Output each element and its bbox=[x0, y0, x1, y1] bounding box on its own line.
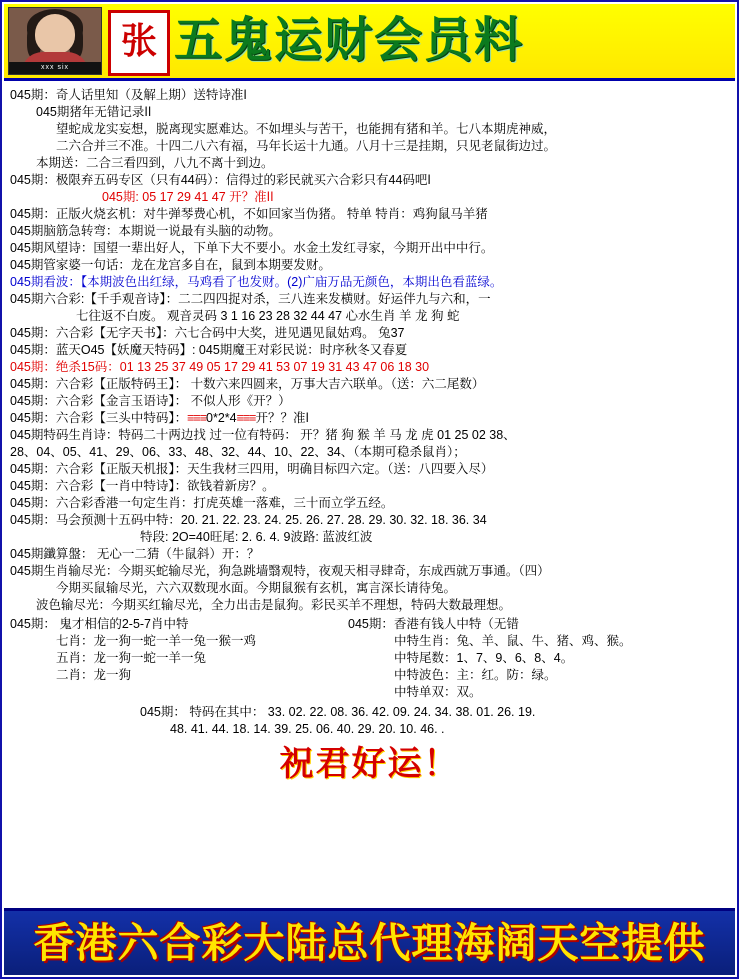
equal-bars-right: ≡≡≡ bbox=[236, 411, 256, 425]
portrait-caption: xxx six bbox=[9, 62, 101, 74]
article-body bbox=[2, 81, 737, 738]
content-line: 045期脑筋急转弯：本期说一说最有头脑的动物。 bbox=[10, 224, 281, 238]
content-line: 28、04、05、41、29、06、33、48、32、44、10、22、34、（本期可稳杀鼠肖）； bbox=[10, 445, 466, 459]
tail-container bbox=[10, 704, 729, 738]
content-line: 今期买鼠输尽光，六六双数现水面。今期鼠猴有玄机，寓言深长请待兔。 bbox=[56, 581, 457, 595]
right-column-line: 中特单双：双。 bbox=[394, 685, 482, 699]
content-line: 045期风望诗：国望一辈出好人，下单下大不要小。水金土发红寻家，今期开出中中行。 bbox=[10, 241, 494, 255]
content-line: 045期：极限弃五码专区（只有44码）：信得过的彩民就买六合彩只有44码吧ⅼ bbox=[10, 173, 431, 187]
left-column-line: 七肖：龙一狗一蛇一羊一兔一猴一鸡 bbox=[56, 634, 257, 648]
brand-seal: 张 bbox=[108, 10, 170, 76]
content-line: 045期：正版火烧玄机：对牛弹琴费心机，不如回家当伪猪。 特单 特肖：鸡狗鼠马羊猪 bbox=[10, 207, 488, 221]
content-line: 045期特码生肖诗：特码二十两边找 过一位有特码： 开？猪 狗 猴 羊 马 龙 虎 01 25 02 38、 bbox=[10, 428, 516, 442]
two-column-block bbox=[10, 616, 729, 704]
lines-container bbox=[10, 87, 729, 614]
line-suffix: 开？？准ⅼ bbox=[255, 411, 309, 425]
content-line: 本期送：二合三看四到，八九不离十到边。 bbox=[36, 156, 274, 170]
right-column-line: 045期：香港有钱人中特（无错 bbox=[348, 617, 519, 631]
content-line: 波色输尽光：今期买红输尽光，全力出击是鼠狗。彩民买羊不理想，特码大数最理想。 bbox=[36, 598, 512, 612]
left-column-line: 五肖：龙一狗一蛇一羊一兔 bbox=[56, 651, 207, 665]
good-luck-banner: 祝君好运！ bbox=[279, 744, 460, 784]
content-line: 045期：绝杀15码：01 13 25 37 49 05 17 29 41 53 07 19 31 43 47 06 18 30 bbox=[10, 360, 430, 374]
content-line: 045期：马会预测十五码中特：20. 21. 22. 23. 24. 25. 26. 27. 28. 29. 30. 32. 18. 36. 34 bbox=[10, 513, 487, 527]
column-left bbox=[10, 616, 340, 684]
page-header bbox=[4, 4, 735, 81]
content-line: 045期：六合彩【正版天机报】：天生我材三四用，明确目标四六定。（送：八四要入尽） bbox=[10, 462, 494, 476]
column-right bbox=[348, 616, 738, 701]
page-title: 五鬼运财会员料 bbox=[174, 12, 525, 68]
equal-bars-left: ≡≡≡ bbox=[187, 411, 206, 425]
left-column-line: 二肖：龙一狗 bbox=[56, 668, 132, 682]
content-line: 045期：六合彩香港一句定生肖：打虎英雄一落难，三十而立学五经。 bbox=[10, 496, 394, 510]
content-line: 045期：六合彩【三头中特码】：≡≡≡0*2*4≡≡≡开？？准ⅼ bbox=[10, 411, 309, 425]
page-footer bbox=[4, 908, 735, 975]
content-line: 七往返不白废。 观音灵码 3 1 16 23 28 32 44 47 心水生肖 羊 龙 狗 蛇 bbox=[76, 309, 460, 323]
content-line: 045期六合彩:【千手观音诗】：二二四四捉对杀，三八连来发横财。好运伴九与六和，一 bbox=[10, 292, 491, 306]
footer-text: 香港六合彩大陆总代理海阔天空提供 bbox=[33, 919, 706, 967]
content-line: 045期：六合彩【金言玉语诗】： 不似人形《开？） bbox=[10, 394, 291, 408]
content-line: 二六合并三不准。十四二八六有福，马年长运十九通。八月十三是挂期，只见老鼠街边过。 bbox=[56, 139, 557, 153]
tail-line: 045期： 特码在其中： 33. 02. 22. 08. 36. 42. 09. 24. 34. 38. 01. 26. 19. bbox=[140, 705, 536, 719]
right-column-line: 中特生肖：兔、羊、鼠、牛、猪、鸡、猴。 bbox=[394, 634, 632, 648]
content-line: 望蛇成龙实妄想，脱离现实愿难达。不如埋头与苦干，也能拥有猪和羊。七八本期虎神威， bbox=[56, 122, 557, 136]
right-column-line: 中特尾数：1、7、9、6、8、4。 bbox=[394, 651, 574, 665]
right-column-line: 中特波色：主：红。防：绿。 bbox=[394, 668, 557, 682]
portrait-photo bbox=[8, 7, 102, 75]
content-line: 045期：六合彩【一肖中特诗】：欲钱着新房？。 bbox=[10, 479, 275, 493]
content-line: 045期：六合彩【正版特码王】： 十数六来四圆来，万事大吉六联单。（送：六二尾数） bbox=[10, 377, 485, 391]
content-line: 045期生肖输尽光：今期买蛇输尽光，狗急跳墙翳观特，夜观天相寻肆奇，东成西就万事通。（四） bbox=[10, 564, 550, 578]
content-line: 045期：蓝天O45【妖魔天特码】: 045期魔王对彩民说：时序秋冬又春夏 bbox=[10, 343, 408, 357]
tail-line: 48. 41. 44. 18. 14. 39. 25. 06. 40. 29. 20. 10. 46. . bbox=[170, 722, 445, 736]
content-line: 特段: 2O=40旺尾: 2. 6. 4. 9波路: 蓝波红波 bbox=[140, 530, 373, 544]
left-column-line: 045期： 鬼才相信的2-5-7肖中特 bbox=[10, 617, 189, 631]
portrait-face bbox=[35, 14, 75, 54]
content-line: 045期：奇人话里知（及解上期）送特诗准ⅼ bbox=[10, 88, 247, 102]
content-line: 045期猪年无错记录ⅼⅼ bbox=[36, 105, 152, 119]
content-line: 045期看波：【本期波色出红绿，马鸡看了也发财。(2)广庙万品无颜色，本期出色看蓝绿。 bbox=[10, 275, 503, 289]
content-line: 045期: 05 17 29 41 47 开？准ⅼⅼ bbox=[102, 190, 274, 204]
content-line: 045期鑯算盤： 无心一二猜（牛鼠斜）开：？ bbox=[10, 547, 260, 561]
content-line: 045期管家婆一句话：龙在龙宫多自在，鼠到本期要发财。 bbox=[10, 258, 331, 272]
content-line: 045期：六合彩【无字天书】：六七合码中大奖，进见遇见鼠姑鸡。 兔37 bbox=[10, 326, 405, 340]
three-head-code: 0*2*4 bbox=[206, 411, 237, 425]
